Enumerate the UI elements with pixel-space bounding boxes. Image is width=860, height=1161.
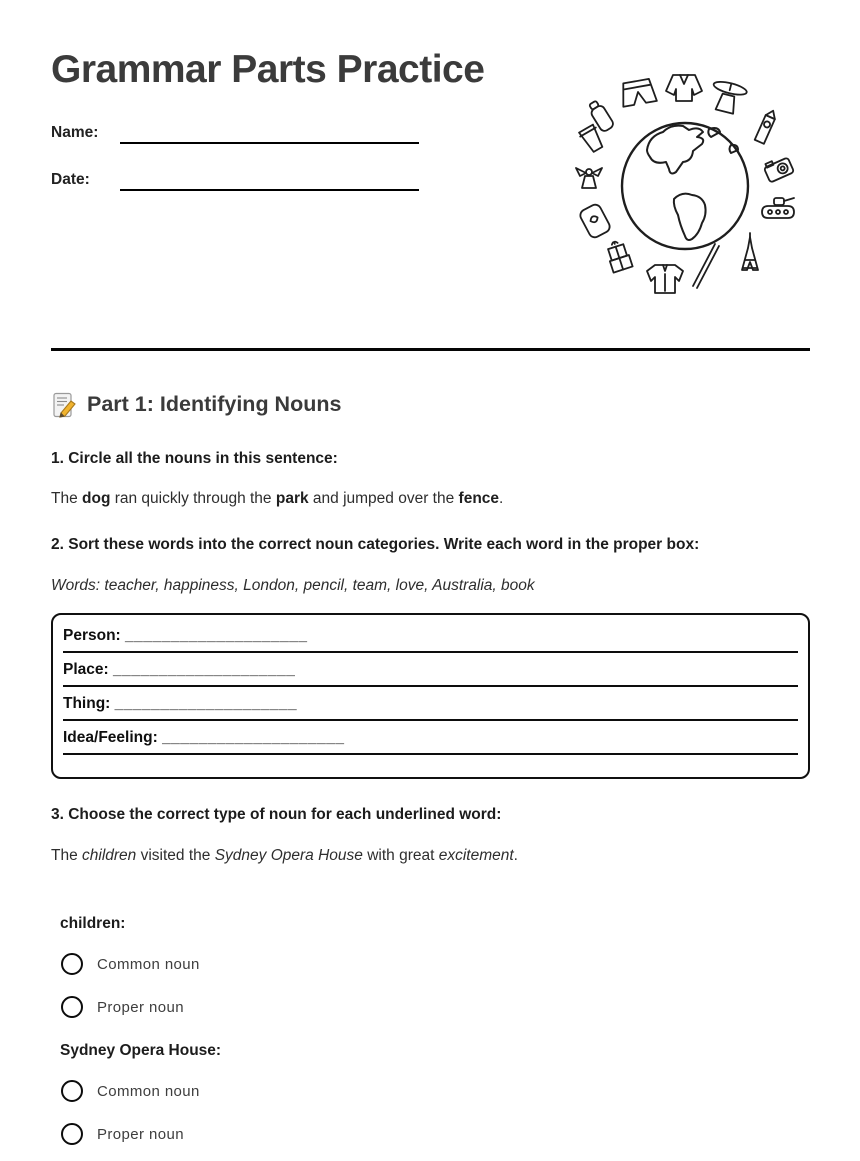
camera-icon xyxy=(763,155,794,183)
sort-row-person-label: Person: xyxy=(63,627,121,644)
name-field xyxy=(51,120,419,144)
radio-option-label: Proper noun xyxy=(97,1125,184,1143)
date-field xyxy=(51,167,419,191)
angel-figurine-icon xyxy=(576,168,602,188)
noun-sort-box xyxy=(51,613,810,779)
ski-pole-icon xyxy=(693,244,719,288)
q3-group-children xyxy=(51,913,810,1019)
q3-group-sydney-opera-house xyxy=(51,1040,810,1146)
sort-row-person-blank[interactable]: ____________________ xyxy=(125,627,308,644)
q2-prompt: 2. Sort these words into the correct noun categories. Write each word in the proper box: xyxy=(51,536,700,553)
date-label: Date: xyxy=(51,171,90,188)
cup-icon xyxy=(578,124,606,154)
part1-heading-text: Part 1: Identifying Nouns xyxy=(87,392,342,416)
sort-row-idea-feeling-blank[interactable]: ____________________ xyxy=(162,729,345,746)
sort-row-place-blank[interactable]: ____________________ xyxy=(112,661,296,678)
radio-button-icon[interactable] xyxy=(61,1080,83,1102)
name-label: Name: xyxy=(51,124,99,141)
tank-icon xyxy=(762,198,794,218)
memo-pencil-icon xyxy=(51,392,77,418)
sort-row-idea-feeling[interactable] xyxy=(63,721,798,755)
noun-word-park[interactable]: park xyxy=(275,490,309,507)
sort-row-place[interactable] xyxy=(63,653,798,687)
q1-sentence: The dog ran quickly through the park and jumped over the fence. xyxy=(51,490,504,507)
q2-word-bank: Words: teacher, happiness, London, pencil, team, love, Australia, book xyxy=(51,577,535,594)
q3-sentence: The children visited the Sydney Opera House with great excitement. xyxy=(51,847,518,864)
sort-row-person[interactable] xyxy=(63,619,798,653)
passport-icon xyxy=(578,203,612,240)
radio-button-icon[interactable] xyxy=(61,996,83,1018)
radio-option-label: Common noun xyxy=(97,1082,200,1100)
sydney-option-common-noun[interactable] xyxy=(61,1079,810,1103)
date-write-line[interactable] xyxy=(120,167,419,191)
radio-option-label: Proper noun xyxy=(97,998,184,1016)
tower-icon xyxy=(755,109,778,144)
bottle-icon xyxy=(587,99,615,133)
page-title: Grammar Parts Practice xyxy=(51,48,485,91)
eiffel-tower-icon xyxy=(742,233,758,270)
shorts-icon xyxy=(619,78,656,107)
sort-row-thing[interactable] xyxy=(63,687,798,721)
parasol-person-icon xyxy=(708,79,748,115)
radio-option-label: Common noun xyxy=(97,955,200,973)
sort-row-place-label: Place: xyxy=(63,661,109,678)
underlined-word-sydney-opera-house: Sydney Opera House xyxy=(214,847,363,864)
jacket-icon xyxy=(647,265,683,293)
children-option-common-noun[interactable] xyxy=(61,952,810,976)
sort-row-thing-blank[interactable]: ____________________ xyxy=(114,695,298,712)
part1-section xyxy=(51,382,810,1146)
globe-travel-illustration xyxy=(562,66,815,306)
q3-sydney-label: Sydney Opera House: xyxy=(60,1042,222,1059)
sort-row-idea-feeling-label: Idea/Feeling: xyxy=(63,729,158,746)
q1-prompt: 1. Circle all the nouns in this sentence: xyxy=(51,450,338,467)
q3-children-label: children: xyxy=(60,915,126,932)
name-write-line[interactable] xyxy=(120,120,419,144)
part1-heading xyxy=(51,390,810,419)
children-option-proper-noun[interactable] xyxy=(61,995,810,1019)
noun-word-dog[interactable]: dog xyxy=(82,490,111,507)
radio-button-icon[interactable] xyxy=(61,1123,83,1145)
radio-button-icon[interactable] xyxy=(61,953,83,975)
gift-stack-icon xyxy=(605,239,633,273)
q3-prompt: 3. Choose the correct type of noun for each underlined word: xyxy=(51,806,502,823)
underlined-word-children: children xyxy=(82,847,137,864)
section-divider xyxy=(51,348,810,351)
underlined-word-excitement: excitement xyxy=(438,847,514,864)
sort-row-thing-label: Thing: xyxy=(63,695,111,712)
kimono-icon xyxy=(666,75,702,101)
noun-word-fence[interactable]: fence xyxy=(458,490,500,507)
globe-icon xyxy=(622,123,748,249)
sydney-option-proper-noun[interactable] xyxy=(61,1122,810,1146)
